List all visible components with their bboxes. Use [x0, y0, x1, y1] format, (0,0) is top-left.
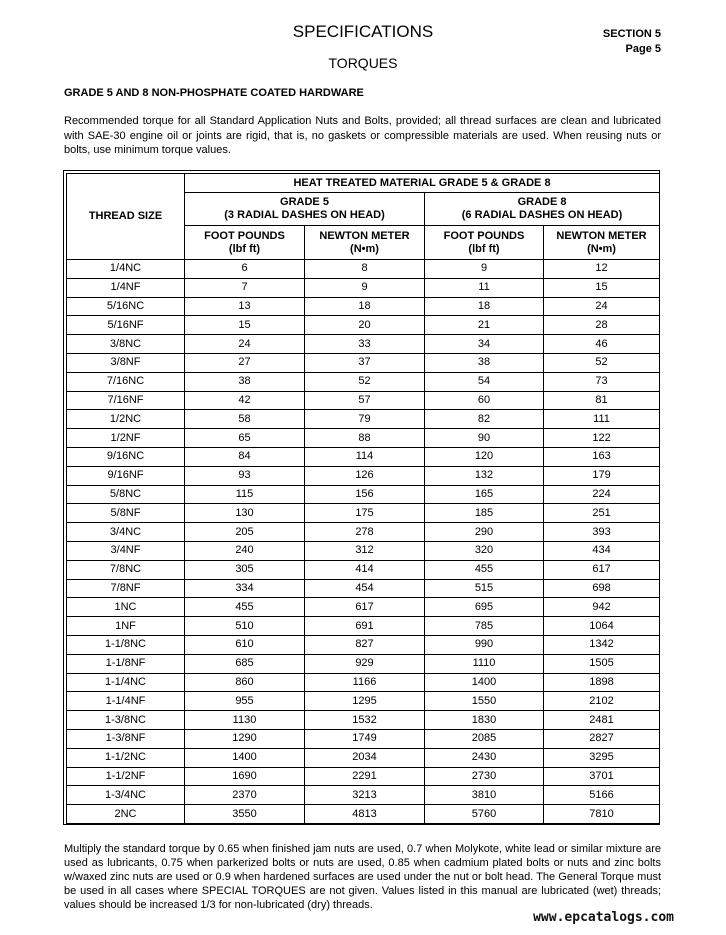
grade8-foot-pounds-header	[425, 226, 544, 260]
grade5-newton-meter-cell: 37	[305, 353, 425, 372]
grade5-newton-meter-cell: 2291	[305, 767, 425, 786]
grade5-newton-meter-cell: 827	[305, 635, 425, 654]
grade8-newton-meter-cell: 1505	[544, 654, 660, 673]
table-row	[67, 598, 660, 617]
thread-size-cell: 3/8NC	[67, 335, 185, 354]
thread-size-cell: 1NF	[67, 617, 185, 636]
table-row	[67, 654, 660, 673]
grade5-header	[185, 193, 425, 226]
grade8-newton-meter-cell: 111	[544, 410, 660, 429]
table-row	[67, 805, 660, 824]
grade8-newton-meter-cell: 942	[544, 598, 660, 617]
thread-size-cell: 1/2NC	[67, 410, 185, 429]
grade8-foot-pounds-cell: 785	[425, 617, 544, 636]
thread-size-cell: 7/8NC	[67, 560, 185, 579]
grade8-newton-meter-cell: 698	[544, 579, 660, 598]
grade5-foot-pounds-cell: 1130	[185, 711, 305, 730]
grade5-newton-meter-cell: 1295	[305, 692, 425, 711]
table-row	[67, 353, 660, 372]
section-number: SECTION 5	[602, 28, 661, 40]
column-unit: (lbf ft)	[228, 242, 261, 255]
grade8-newton-meter-cell: 2481	[544, 711, 660, 730]
grade5-title: GRADE 5	[280, 196, 329, 208]
column-label: FOOT POUNDS	[443, 229, 525, 242]
grade8-foot-pounds-cell: 120	[425, 447, 544, 466]
hardware-heading: GRADE 5 AND 8 NON-PHOSPHATE COATED HARDWARE	[64, 87, 364, 99]
grade5-foot-pounds-cell: 685	[185, 654, 305, 673]
page-number: Page 5	[625, 43, 661, 55]
grade8-foot-pounds-cell: 2430	[425, 748, 544, 767]
grade8-newton-meter-cell: 46	[544, 335, 660, 354]
grade5-newton-meter-cell: 88	[305, 429, 425, 448]
thread-size-cell: 1-3/8NF	[67, 729, 185, 748]
grade8-newton-meter-cell: 122	[544, 429, 660, 448]
grade8-newton-meter-cell: 179	[544, 466, 660, 485]
table-row	[67, 485, 660, 504]
grade8-foot-pounds-cell: 1110	[425, 654, 544, 673]
grade5-newton-meter-cell: 79	[305, 410, 425, 429]
grade8-foot-pounds-cell: 165	[425, 485, 544, 504]
thread-size-cell: 1-1/2NC	[67, 748, 185, 767]
grade8-newton-meter-cell: 251	[544, 504, 660, 523]
grade8-newton-meter-cell: 24	[544, 297, 660, 316]
table-row	[67, 372, 660, 391]
grade8-foot-pounds-cell: 38	[425, 353, 544, 372]
grade5-foot-pounds-cell: 510	[185, 617, 305, 636]
thread-size-cell: 1/2NF	[67, 429, 185, 448]
grade5-foot-pounds-cell: 84	[185, 447, 305, 466]
grade8-newton-meter-cell: 2827	[544, 729, 660, 748]
grade5-foot-pounds-cell: 1400	[185, 748, 305, 767]
thread-size-cell: 1/4NF	[67, 278, 185, 297]
thread-size-cell: 3/4NC	[67, 523, 185, 542]
grade5-foot-pounds-cell: 27	[185, 353, 305, 372]
grade5-newton-meter-cell: 3213	[305, 786, 425, 805]
table-row	[67, 560, 660, 579]
grade8-foot-pounds-cell: 695	[425, 598, 544, 617]
grade8-foot-pounds-cell: 11	[425, 278, 544, 297]
table-row	[67, 523, 660, 542]
grade8-note: (6 RADIAL DASHES ON HEAD)	[461, 209, 623, 221]
grade5-foot-pounds-cell: 955	[185, 692, 305, 711]
grade5-foot-pounds-cell: 1690	[185, 767, 305, 786]
grade8-foot-pounds-cell: 2730	[425, 767, 544, 786]
thread-size-cell: 7/8NF	[67, 579, 185, 598]
column-label: NEWTON METER	[556, 229, 647, 242]
grade5-note: (3 RADIAL DASHES ON HEAD)	[224, 209, 385, 221]
grade5-newton-meter-cell: 52	[305, 372, 425, 391]
table-row	[67, 429, 660, 448]
table-row	[67, 541, 660, 560]
table-row	[67, 729, 660, 748]
grade8-newton-meter-cell: 1342	[544, 635, 660, 654]
grade5-foot-pounds-cell: 65	[185, 429, 305, 448]
grade5-newton-meter-cell: 1532	[305, 711, 425, 730]
thread-size-cell: 1NC	[67, 598, 185, 617]
thread-size-cell: 2NC	[67, 805, 185, 824]
grade5-foot-pounds-cell: 7	[185, 278, 305, 297]
table-row	[67, 466, 660, 485]
grade5-newton-meter-cell: 1166	[305, 673, 425, 692]
table-row	[67, 504, 660, 523]
grade8-header	[425, 193, 660, 226]
grade5-newton-meter-cell: 312	[305, 541, 425, 560]
grade8-foot-pounds-cell: 82	[425, 410, 544, 429]
grade5-foot-pounds-cell: 610	[185, 635, 305, 654]
grade5-foot-pounds-cell: 15	[185, 316, 305, 335]
grade8-foot-pounds-cell: 1550	[425, 692, 544, 711]
thread-size-cell: 3/8NF	[67, 353, 185, 372]
column-unit: (N•m)	[587, 242, 616, 255]
torque-table	[66, 173, 660, 824]
grade5-newton-meter-cell: 691	[305, 617, 425, 636]
grade8-newton-meter-cell: 81	[544, 391, 660, 410]
grade8-foot-pounds-cell: 5760	[425, 805, 544, 824]
thread-size-cell: 7/16NF	[67, 391, 185, 410]
grade8-foot-pounds-cell: 18	[425, 297, 544, 316]
grade8-newton-meter-cell: 1898	[544, 673, 660, 692]
grade5-foot-pounds-cell: 305	[185, 560, 305, 579]
grade5-foot-pounds-cell: 24	[185, 335, 305, 354]
thread-size-cell: 1/4NC	[67, 260, 185, 279]
column-label: NEWTON METER	[319, 229, 410, 242]
grade5-newton-meter-cell: 8	[305, 260, 425, 279]
grade8-foot-pounds-cell: 3810	[425, 786, 544, 805]
table-row	[67, 617, 660, 636]
grade5-foot-pounds-cell: 2370	[185, 786, 305, 805]
column-unit: (lbf ft)	[468, 242, 500, 255]
thread-size-cell: 1-3/4NC	[67, 786, 185, 805]
thread-size-cell: 1-1/8NF	[67, 654, 185, 673]
grade8-newton-meter-cell: 12	[544, 260, 660, 279]
grade8-newton-meter-cell: 7810	[544, 805, 660, 824]
column-label: FOOT POUNDS	[204, 229, 285, 242]
grade5-foot-pounds-cell: 130	[185, 504, 305, 523]
grade5-newton-meter-cell: 175	[305, 504, 425, 523]
grade8-foot-pounds-cell: 9	[425, 260, 544, 279]
grade8-newton-meter-header	[544, 226, 660, 260]
grade5-newton-meter-cell: 20	[305, 316, 425, 335]
page-subtitle: TORQUES	[328, 55, 398, 71]
table-row	[67, 748, 660, 767]
page-title: SPECIFICATIONS	[292, 22, 434, 41]
grade8-title: GRADE 8	[517, 196, 567, 208]
grade8-foot-pounds-cell: 455	[425, 560, 544, 579]
table-row	[67, 692, 660, 711]
grade8-foot-pounds-cell: 185	[425, 504, 544, 523]
grade5-newton-meter-cell: 9	[305, 278, 425, 297]
grade5-newton-meter-header	[305, 226, 425, 260]
thread-size-cell: 1-3/8NC	[67, 711, 185, 730]
grade5-newton-meter-cell: 2034	[305, 748, 425, 767]
grade8-foot-pounds-cell: 132	[425, 466, 544, 485]
table-row	[67, 410, 660, 429]
grade8-foot-pounds-cell: 1400	[425, 673, 544, 692]
grade5-newton-meter-cell: 126	[305, 466, 425, 485]
thread-size-cell: 7/16NC	[67, 372, 185, 391]
table-row	[67, 447, 660, 466]
grade8-foot-pounds-cell: 21	[425, 316, 544, 335]
grade5-newton-meter-cell: 4813	[305, 805, 425, 824]
grade8-newton-meter-cell: 28	[544, 316, 660, 335]
table-row	[67, 711, 660, 730]
grade8-foot-pounds-cell: 320	[425, 541, 544, 560]
grade8-newton-meter-cell: 2102	[544, 692, 660, 711]
thread-size-cell: 5/8NC	[67, 485, 185, 504]
column-unit: (N•m)	[350, 242, 379, 255]
table-row	[67, 786, 660, 805]
grade5-foot-pounds-cell: 42	[185, 391, 305, 410]
table-row	[67, 278, 660, 297]
thread-size-cell: 5/8NF	[67, 504, 185, 523]
grade5-foot-pounds-cell: 1290	[185, 729, 305, 748]
grade8-foot-pounds-cell: 90	[425, 429, 544, 448]
grade8-foot-pounds-cell: 60	[425, 391, 544, 410]
table-row	[67, 391, 660, 410]
table-row	[67, 579, 660, 598]
grade8-newton-meter-cell: 3295	[544, 748, 660, 767]
thread-size-cell: 1-1/8NC	[67, 635, 185, 654]
thread-size-cell: 9/16NF	[67, 466, 185, 485]
grade5-foot-pounds-cell: 240	[185, 541, 305, 560]
intro-paragraph: Recommended torque for all Standard Application Nuts and Bolts, provided; all thread surfaces are clean and lubricated with SAE-30 engine oil or joints are rigid, that is, no gaskets or compressible materials are used. When reusing nuts or bolts, use minimum torque values.	[64, 115, 661, 156]
thread-size-cell: 9/16NC	[67, 447, 185, 466]
grade5-foot-pounds-cell: 58	[185, 410, 305, 429]
grade8-newton-meter-cell: 52	[544, 353, 660, 372]
table-row	[67, 767, 660, 786]
grade5-foot-pounds-cell: 860	[185, 673, 305, 692]
table-row	[67, 297, 660, 316]
grade5-foot-pounds-header	[185, 226, 305, 260]
grade8-newton-meter-cell: 15	[544, 278, 660, 297]
grade5-foot-pounds-cell: 115	[185, 485, 305, 504]
grade5-newton-meter-cell: 929	[305, 654, 425, 673]
grade8-foot-pounds-cell: 2085	[425, 729, 544, 748]
grade5-newton-meter-cell: 57	[305, 391, 425, 410]
footer-note: Multiply the standard torque by 0.65 when finished jam nuts are used, 0.7 when Molykote, white lead or similar mixture are used as lubricants, 0.75 when parkerized bolts or nuts are used, 0.85 when cadmium plated bolts or nuts and zinc bolts w/waxed zinc nuts are used or 0.9 when hardened surfaces are used under the nut or bolt head. The General Torque must be used in all cases where SPECIAL TORQUES are not given. Values listed in this manual are lubricated (wet) threads; values should be increased 1/3 for non-lubricated (dry) threads.	[64, 843, 661, 911]
thread-size-cell: 5/16NC	[67, 297, 185, 316]
grade8-foot-pounds-cell: 290	[425, 523, 544, 542]
thread-size-header: THREAD SIZE	[67, 174, 185, 260]
grade8-foot-pounds-cell: 54	[425, 372, 544, 391]
grade8-newton-meter-cell: 434	[544, 541, 660, 560]
torque-table-frame	[63, 170, 660, 825]
section-label	[603, 27, 661, 57]
grade8-newton-meter-cell: 3701	[544, 767, 660, 786]
grade5-newton-meter-cell: 414	[305, 560, 425, 579]
grade8-foot-pounds-cell: 34	[425, 335, 544, 354]
grade8-newton-meter-cell: 73	[544, 372, 660, 391]
thread-size-cell: 5/16NF	[67, 316, 185, 335]
grade5-newton-meter-cell: 33	[305, 335, 425, 354]
grade8-foot-pounds-cell: 990	[425, 635, 544, 654]
grade8-foot-pounds-cell: 1830	[425, 711, 544, 730]
grade5-newton-meter-cell: 278	[305, 523, 425, 542]
grade5-foot-pounds-cell: 334	[185, 579, 305, 598]
grade5-newton-meter-cell: 156	[305, 485, 425, 504]
grade5-foot-pounds-cell: 13	[185, 297, 305, 316]
grade8-newton-meter-cell: 5166	[544, 786, 660, 805]
grade5-foot-pounds-cell: 205	[185, 523, 305, 542]
grade5-newton-meter-cell: 1749	[305, 729, 425, 748]
grade5-newton-meter-cell: 617	[305, 598, 425, 617]
grade5-foot-pounds-cell: 6	[185, 260, 305, 279]
thread-size-cell: 3/4NF	[67, 541, 185, 560]
table-row	[67, 335, 660, 354]
grade5-newton-meter-cell: 114	[305, 447, 425, 466]
grade8-newton-meter-cell: 617	[544, 560, 660, 579]
table-row	[67, 316, 660, 335]
grade5-foot-pounds-cell: 38	[185, 372, 305, 391]
grade5-newton-meter-cell: 18	[305, 297, 425, 316]
table-row	[67, 635, 660, 654]
thread-size-cell: 1-1/2NF	[67, 767, 185, 786]
material-group-header: HEAT TREATED MATERIAL GRADE 5 & GRADE 8	[185, 174, 660, 193]
grade5-newton-meter-cell: 454	[305, 579, 425, 598]
table-row	[67, 673, 660, 692]
grade8-newton-meter-cell: 393	[544, 523, 660, 542]
grade5-foot-pounds-cell: 455	[185, 598, 305, 617]
thread-size-cell: 1-1/4NF	[67, 692, 185, 711]
grade5-foot-pounds-cell: 93	[185, 466, 305, 485]
torque-table-body	[67, 260, 660, 824]
table-row	[67, 260, 660, 279]
grade8-newton-meter-cell: 1064	[544, 617, 660, 636]
thread-size-cell: 1-1/4NC	[67, 673, 185, 692]
grade8-newton-meter-cell: 224	[544, 485, 660, 504]
grade8-newton-meter-cell: 163	[544, 447, 660, 466]
grade8-foot-pounds-cell: 515	[425, 579, 544, 598]
grade5-foot-pounds-cell: 3550	[185, 805, 305, 824]
watermark: www.epcatalogs.com	[533, 910, 674, 925]
